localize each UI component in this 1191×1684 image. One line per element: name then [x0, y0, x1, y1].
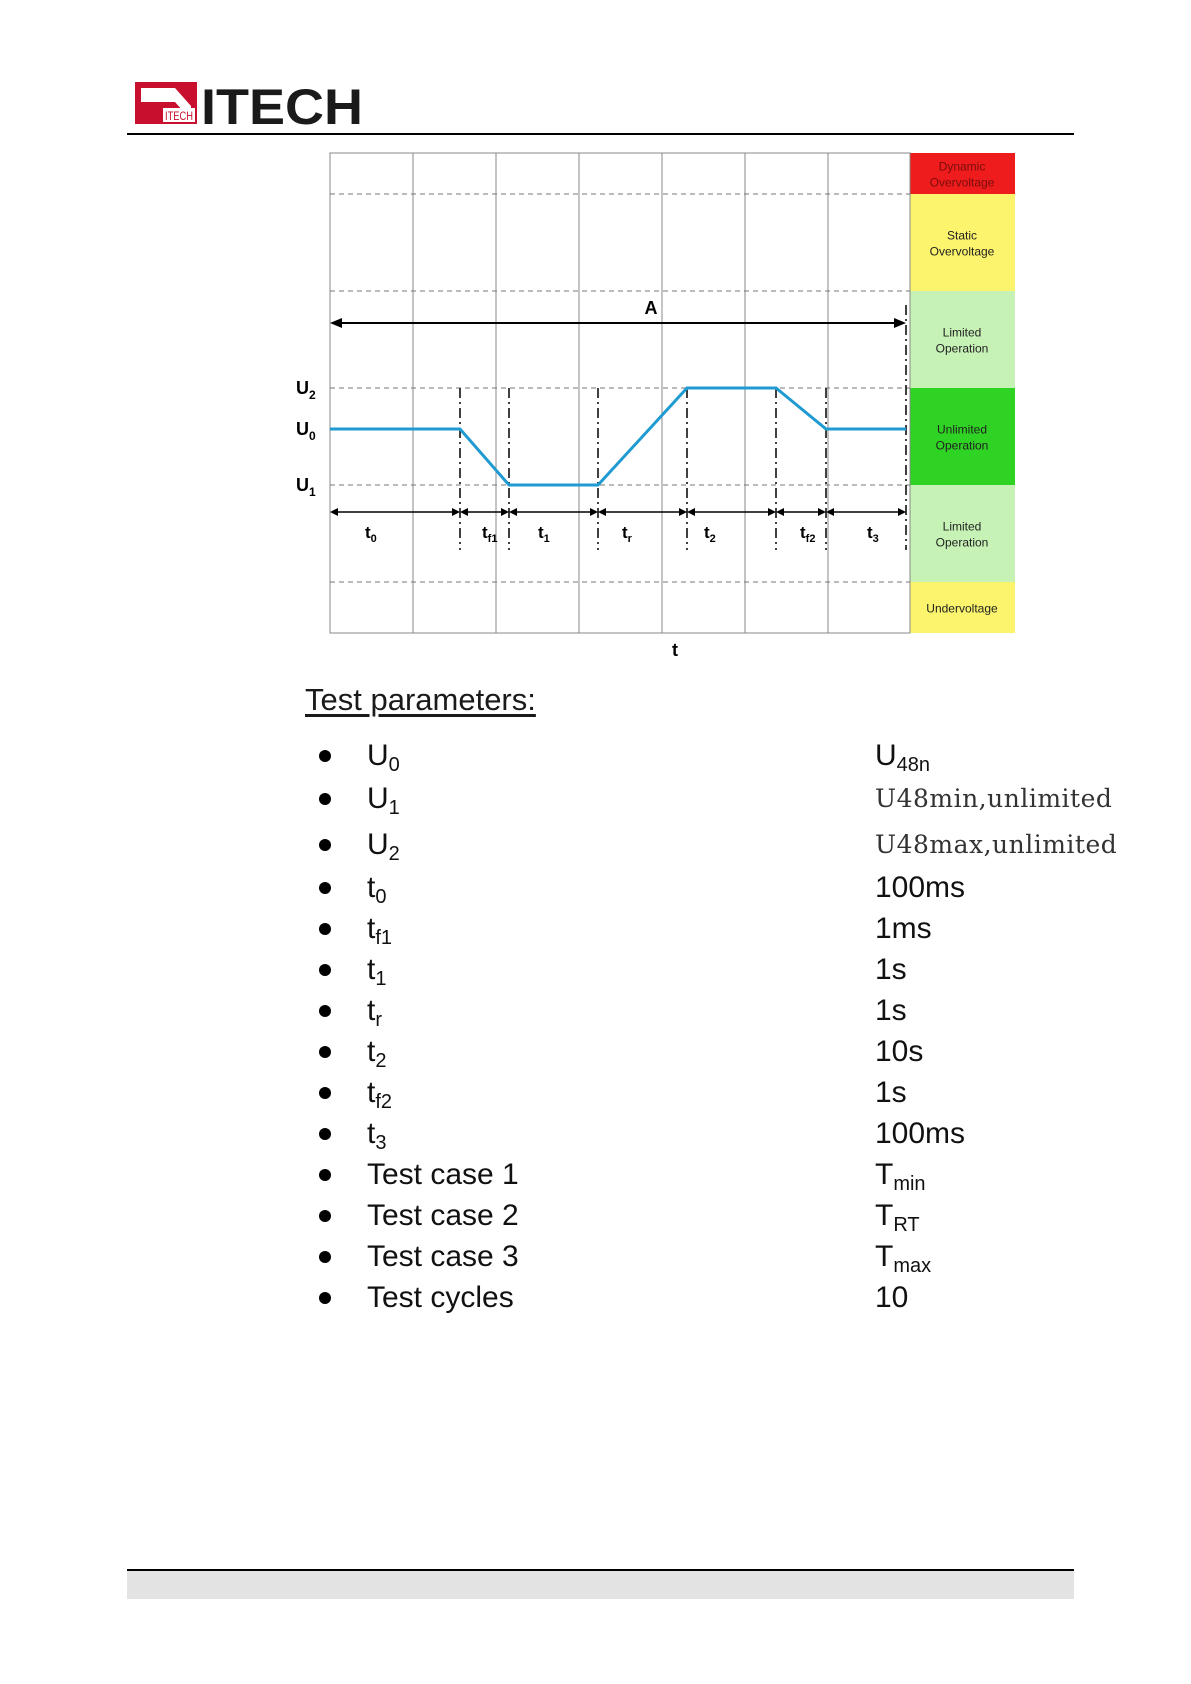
- bullet: [319, 882, 331, 894]
- segment-label: $t_r$: [622, 523, 632, 545]
- parameter-row: [305, 825, 1118, 865]
- zone-label: Limited: [942, 325, 982, 340]
- parameter-value: $T_{RT}$: [875, 1199, 920, 1236]
- header-rule: [127, 133, 1074, 135]
- parameter-value: 10s: [875, 1035, 924, 1068]
- segment-label: $t_{f1}$: [482, 523, 498, 545]
- zone-label: Operation: [935, 535, 989, 550]
- zone-label: Operation: [935, 341, 989, 356]
- arrowhead: [509, 508, 517, 516]
- bullet: [319, 1169, 331, 1181]
- zone-label: Overvoltage: [929, 175, 995, 190]
- arrowhead: [687, 508, 695, 516]
- segment-label: $t_2$: [704, 523, 716, 545]
- parameter-row: [305, 1073, 1085, 1113]
- bullet: [319, 1005, 331, 1017]
- bullet: [319, 793, 331, 805]
- parameter-name: $U_2$: [367, 828, 400, 865]
- segment-labels: [365, 523, 879, 545]
- parameter-row: [305, 1114, 1085, 1154]
- parameter-row: [305, 1278, 1085, 1318]
- span-a-arrow: [330, 318, 906, 328]
- zone-label: Limited: [942, 519, 982, 534]
- bullet: [319, 839, 331, 851]
- parameter-row: [305, 1032, 1085, 1072]
- parameter-row: [305, 1196, 1085, 1236]
- parameter-row: [305, 1237, 1085, 1277]
- parameter-value: U48max,unlimited: [875, 830, 1118, 859]
- zone-band: [910, 485, 1015, 582]
- parameter-value: U48min,unlimited: [875, 784, 1113, 813]
- span-a-label: A: [644, 298, 658, 318]
- test-parameters-title: Test parameters:: [305, 682, 536, 717]
- parameter-value: 10: [875, 1281, 909, 1314]
- parameter-value: 100ms: [875, 1117, 966, 1150]
- arrowhead: [768, 508, 776, 516]
- parameter-name: Test case 3: [367, 1240, 519, 1273]
- parameter-value: $U_{48n}$: [875, 739, 931, 776]
- arrowhead: [590, 508, 598, 516]
- arrowhead: [679, 508, 687, 516]
- time-axis-label: t: [672, 640, 678, 660]
- parameter-row: [305, 736, 1085, 776]
- segment-arrows: [330, 508, 906, 516]
- plot-frame: [330, 153, 910, 633]
- parameter-name: $t_{f2}$: [367, 1076, 393, 1113]
- arrowhead: [826, 508, 834, 516]
- parameter-row: [305, 950, 1085, 990]
- voltage-profile-diagram: [280, 150, 1080, 670]
- arrowhead: [598, 508, 606, 516]
- parameter-name: Test case 1: [367, 1158, 519, 1191]
- parameter-row: [305, 1155, 1085, 1195]
- bullet: [319, 1128, 331, 1140]
- zone-band: [910, 194, 1015, 291]
- voltage-signal-line: [330, 388, 906, 485]
- parameter-value: $T_{max}$: [875, 1240, 932, 1277]
- y-label-u1: $U_1$: [296, 475, 316, 499]
- parameter-name: $t_3$: [367, 1117, 387, 1154]
- zone-label: Undervoltage: [926, 601, 998, 616]
- parameter-value: $T_{min}$: [875, 1158, 926, 1195]
- bullet: [319, 1046, 331, 1058]
- zone-label: Static: [946, 228, 978, 243]
- segment-label: $t_1$: [538, 523, 550, 545]
- y-label-u0: $U_0$: [296, 419, 316, 443]
- parameter-name: $U_1$: [367, 782, 400, 819]
- parameter-value: 1s: [875, 1076, 907, 1109]
- voltage-zones: [910, 153, 1015, 633]
- parameter-value: 100ms: [875, 871, 966, 904]
- y-label-u2: $U_2$: [296, 378, 316, 402]
- zone-label: Operation: [935, 438, 989, 453]
- parameter-value: 1ms: [875, 912, 932, 945]
- parameter-name: Test case 2: [367, 1199, 519, 1232]
- zone-label: Dynamic: [938, 159, 986, 174]
- bullet: [319, 1210, 331, 1222]
- segment-label: $t_0$: [365, 523, 377, 545]
- parameter-row: [305, 909, 1085, 949]
- footer-band: [127, 1571, 1074, 1599]
- logo-badge-text: ITECH: [165, 109, 193, 123]
- arrowhead: [330, 508, 338, 516]
- bullet: [319, 1251, 331, 1263]
- parameter-name: $t_r$: [367, 994, 383, 1031]
- parameter-row: [305, 779, 1113, 819]
- parameter-value: 1s: [875, 953, 907, 986]
- segment-label: $t_{f2}$: [800, 523, 816, 545]
- zone-band: [910, 388, 1015, 485]
- bullet: [319, 750, 331, 762]
- segment-label: $t_3$: [867, 523, 879, 545]
- zone-label: Overvoltage: [929, 244, 995, 259]
- arrowhead: [501, 508, 509, 516]
- parameter-name: Test cycles: [367, 1281, 514, 1314]
- zone-label: Unlimited: [936, 422, 988, 437]
- bullet: [319, 964, 331, 976]
- parameter-name: $t_{f1}$: [367, 912, 393, 949]
- zone-band: [910, 291, 1015, 388]
- parameter-row: [305, 868, 1085, 908]
- bullet: [319, 1087, 331, 1099]
- arrowhead: [460, 508, 468, 516]
- bullet: [319, 923, 331, 935]
- arrowhead: [818, 508, 826, 516]
- logo-text: ITECH: [201, 80, 363, 128]
- parameter-row: [305, 991, 1085, 1031]
- parameter-name: $t_1$: [367, 953, 387, 990]
- itech-logo: [135, 80, 375, 128]
- arrowhead: [898, 508, 906, 516]
- bullet: [319, 1292, 331, 1304]
- parameter-value: 1s: [875, 994, 907, 1027]
- parameter-name: $t_0$: [367, 871, 387, 908]
- arrowhead: [776, 508, 784, 516]
- arrowhead: [452, 508, 460, 516]
- parameter-name: $U_0$: [367, 739, 400, 776]
- parameter-name: $t_2$: [367, 1035, 387, 1072]
